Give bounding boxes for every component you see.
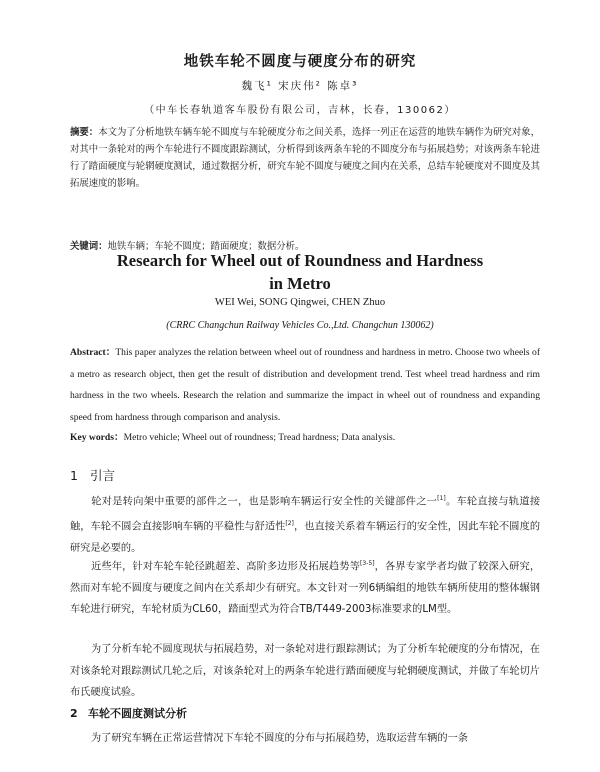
s2p1-text: 为了研究车辆在正常运营情况下车轮不圆度的分布与拓展趋势，选取运营车辆的一条	[91, 733, 468, 744]
chinese-abstract-label: 摘要：	[70, 127, 99, 138]
section-2-paragraph-1	[70, 728, 540, 750]
english-title-line2: in Metro	[269, 274, 331, 293]
english-keywords-text: Metro vehicle; Wheel out of roundness; Tread hardness; Data analysis.	[123, 432, 396, 443]
english-abstract	[70, 342, 540, 428]
section-1-paragraph-1	[70, 488, 540, 559]
chinese-abstract-text: 本文为了分析地铁车辆车轮不圆度与车轮硬度分布之间关系，选择一列正在运营的地铁车辆作为研究对象，对其中一条轮对的两个车轮进行不圆度跟踪测试，分析得到该两条车轮的不圆度分布与拓展趋势；对该两条车轮进行了踏面硬度与轮辋硬度测试，通过数据分析，研究车轮不圆度与硬度之间内在关系，总结车轮硬度对不圆度及其拓展速度的影响。	[70, 127, 540, 189]
p1-text-b: 。车轮直接与轨道接触，车轮不圆会直接影响车辆的平稳性与舒适性	[70, 496, 541, 533]
english-abstract-label: Abstract：	[70, 347, 116, 358]
citation-2: [2]	[285, 519, 294, 527]
section-1-number: 1	[70, 468, 78, 483]
english-affiliation: (CRRC Changchun Railway Vehicles Co.,Ltd. Changchun 130062)	[166, 320, 434, 331]
p2-text-a: 近些年，针对车轮车轮径跳超差、高阶多边形及拓展趋势等	[91, 561, 361, 573]
section-2-heading	[70, 705, 187, 721]
english-title	[0, 249, 600, 295]
p1-text-a: 轮对是转向架中重要的部件之一，也是影响车辆运行安全性的关键部件之一	[91, 496, 438, 508]
section-1-paragraph-3	[70, 639, 540, 704]
p1-text-c: ，也直接关系着车辆运行的安全性，因此车轮不圆度的研究是必要的。	[70, 521, 541, 554]
chinese-authors: 魏飞¹ 宋庆伟² 陈卓³	[241, 80, 359, 92]
p3-text: 为了分析车轮不圆度现状与拓展趋势，对一条轮对进行跟踪测试；为了分析车轮硬度的分布情况，在对该条轮对跟踪测试几轮之后，对该条轮对上的两条车轮进行踏面硬度与轮辋硬度测试，并做了车轮切片布氏硬度试验。	[70, 644, 540, 698]
english-authors: WEI Wei, SONG Qingwei, CHEN Zhuo	[214, 297, 386, 308]
section-2-title: 车轮不圆度测试分析	[88, 707, 187, 720]
section-2-number: 2	[70, 707, 78, 720]
section-1-paragraph-2	[70, 553, 540, 621]
chinese-affiliation: （中车长春轨道客车股份有限公司，吉林，长春，130062）	[144, 105, 456, 116]
section-1-title: 引言	[90, 468, 116, 483]
chinese-title: 地铁车轮不圆度与硬度分布的研究	[183, 54, 417, 70]
english-keywords-label: Key words：	[70, 432, 124, 443]
english-abstract-text: This paper analyzes the relation between wheel out of roundness and hardness in metro. Choose two wheels of a metro as research object, then get the result of distribution and development trend. Test wheel tread hardness and rim hardness in the two wheels. Research the relation and summarize the impact in wheel out of roundness and expanding speed from hardness through comparison and analysis.	[70, 347, 541, 423]
chinese-keywords-text: 地铁车辆；车轮不圆度；踏面硬度；数据分析。	[107, 241, 305, 252]
english-keywords	[70, 429, 540, 447]
citation-3-5: [3-5]	[360, 560, 375, 567]
english-title-line1: Research for Wheel out of Roundness and Hardness	[116, 251, 484, 270]
section-1-heading	[70, 466, 115, 484]
chinese-keywords-label: 关键词：	[70, 241, 108, 252]
citation-1: [1]	[437, 495, 446, 502]
chinese-abstract	[70, 124, 540, 192]
p2-text-b: ，各界专家学者均做了较深入研究，然而对车轮不圆度与硬度之间内在关系却少有研究。本文针对一列6辆编组的地铁车辆所使用的整体辗钢车轮进行研究，车轮材质为CL60，踏面型式为符合TB/T449-2003标准要求的LM型。	[70, 561, 541, 616]
